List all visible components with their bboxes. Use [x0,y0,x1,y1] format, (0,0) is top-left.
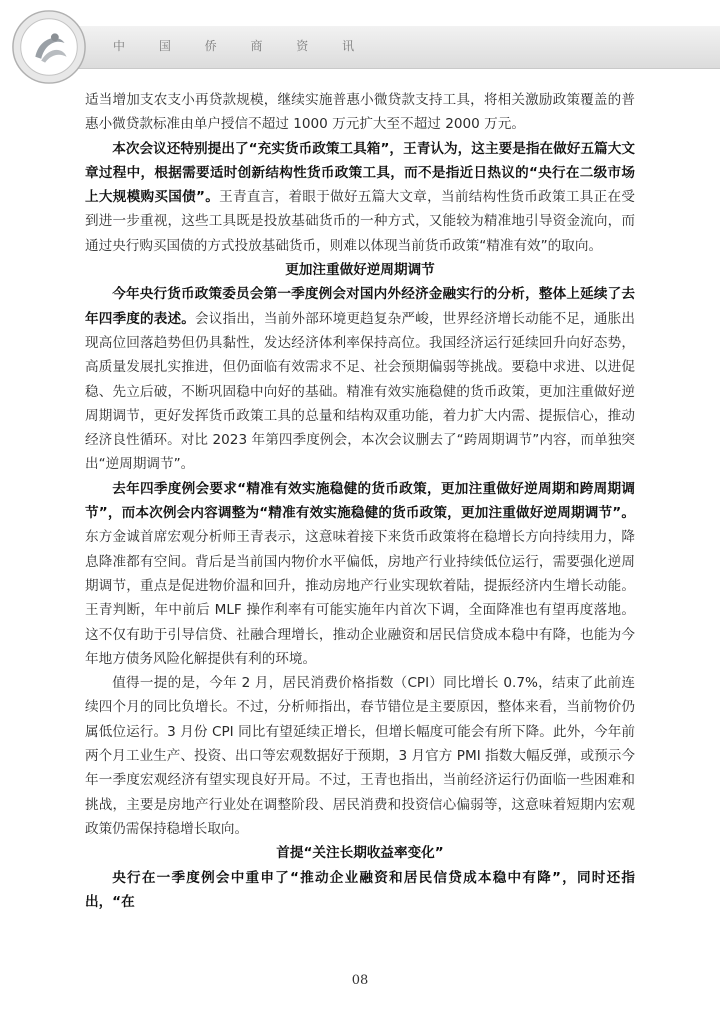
bold-run: 今年央行货币政策委员会第一季度例会对国内外经济金融实行的分析，整体上延续了去年四季度的表述。 [85,286,635,327]
header-title: 中 国 侨 商 资 讯 [113,39,370,53]
paragraph-p1 [85,88,635,137]
paragraph-p6 [85,866,635,915]
text-run: 值得一提的是，今年 2 月，居民消费价格指数（CPI）同比增长 0.7%，结束了此前连续四个月的同比负增长。不过，分析师指出，春节错位是主要原因，整体来看，当前物价仍属低位运行。3 月份 CPI 同比有望延续正增长，但增长幅度可能会有所下降。此外，今年前两个月工业生产、投资、出口等宏观数据好于预期，3 月官方 PMI 指数大幅反弹，或预示今年一季度宏观经济有望实现良好开局。不过，王青也指出，当前经济运行仍面临一些困难和挑战，主要是房地产行业处在调整阶段、居民消费和投资信心偏弱等，这意味着短期内宏观政策仍需保持稳增长取向。 [85,675,635,837]
paragraph-p3 [85,282,635,476]
section-heading-2: 首提“关注长期收益率变化” [276,845,444,862]
text-run: 王青直言，着眼于做好五篇大文章，当前结构性货币政策工具正在受到进一步重视，这些工具既是投放基础货币的一种方式，又能较为精准地引导资金流向，而通过央行购买国债的方式投放基础货币，则难以体现当前货币政策“精准有效”的取向。 [85,189,635,254]
section-heading-1: 更加注重做好逆周期调节 [285,262,435,279]
text-run: 会议指出，当前外部环境更趋复杂严峻，世界经济增长动能不足，通胀出现高位回落趋势但仍具黏性，发达经济体利率保持高位。我国经济运行延续回升向好态势，高质量发展扎实推进，但仍面临有效需求不足、社会预期偏弱等挑战。要稳中求进、以进促稳、先立后破，不断巩固稳中向好的基础。精准有效实施稳健的货币政策，更加注重做好逆周期调节，更好发挥货币政策工具的总量和结构双重功能，着力扩大内需、提振信心，推动经济良性循环。对比 2023 年第四季度例会，本次会议删去了“跨周期调节”内容，而单独突出“逆周期调节”。 [85,310,636,473]
bold-run: 央行在一季度例会中重申了“推动企业融资和居民信贷成本稳中有降”，同时还指出，“在 [85,869,635,910]
text-run: 东方金诚首席宏观分析师王青表示，这意味着接下来货币政策将在稳增长方向持续用力，降息降准都有空间。背后是当前国内物价水平偏低，房地产行业持续低位运行，需要强化逆周期调节，重点是促进物价温和回升，推动房地产行业实现软着陆，提振经济内生增长动能。王青判断，年中前后 MLF 操作利率有可能实施年内首次下调，全面降准也有望再度落地。这不仅有助于引导信贷、社融合理增长，推动企业融资和居民信贷成本稳中有降，也能为今年地方债务风险化解提供有利的环境。 [85,529,635,667]
paragraph-p2 [85,137,635,258]
bold-run: 去年四季度例会要求“精准有效实施稳健的货币政策，更加注重做好逆周期和跨周期调节”，而本次例会内容调整为“精准有效实施稳健的货币政策，更加注重做好逆周期调节”。 [85,480,635,522]
bold-run: 本次会议还特别提出了“充实货币政策工具箱”，王青认为，这主要是指在做好五篇大文章过程中，根据需要适时创新结构性货币政策工具，而不是指近日热议的“央行在二级市场上大规模购买国债”。 [85,140,635,206]
article-body [85,88,635,914]
logo-icon [10,8,88,86]
text-run: 适当增加支农支小再贷款规模，继续实施普惠小微贷款支持工具，将相关激励政策覆盖的普惠小微贷款标准由单户授信不超过 1000 万元扩大至不超过 2000 万元。 [85,92,635,133]
paragraph-p4 [85,477,635,671]
page-number: 08 [351,973,369,988]
paragraph-p5 [85,671,635,841]
